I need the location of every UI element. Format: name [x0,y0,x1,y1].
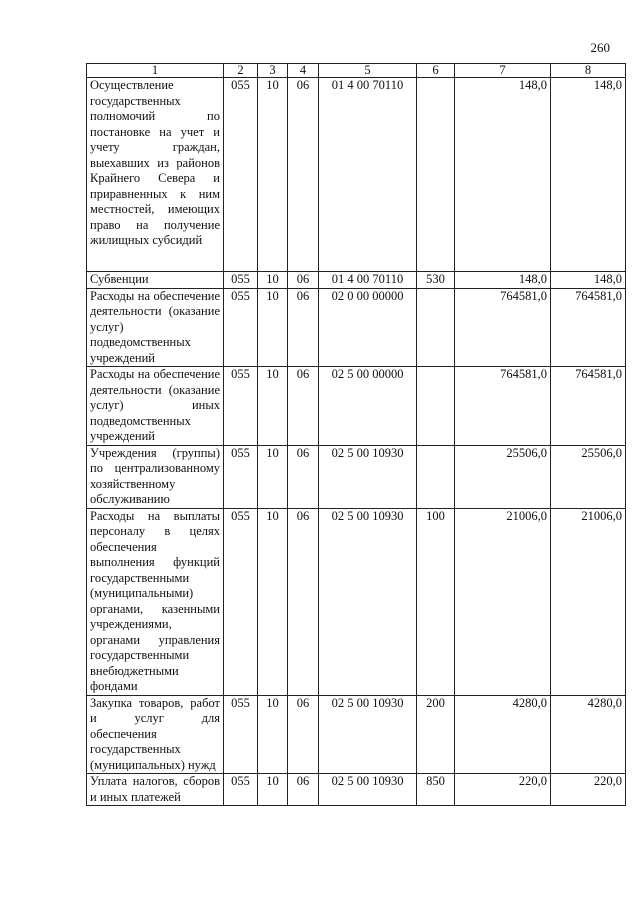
row-name: Осуществление государственных полномочий по постановке на учет и учету граждан, выехавших из районов Крайнего Севера и приравненных к ним местностей, имеющих право на получение жилищных субсидий [87,78,224,272]
cell-col-4: 06 [288,288,319,367]
cell-col-6: 100 [417,508,455,695]
cell-col-3: 10 [258,774,288,806]
cell-col-3: 10 [258,288,288,367]
cell-col-8: 148,0 [551,78,626,272]
budget-table [86,63,626,806]
cell-col-2: 055 [224,445,258,508]
table-row [87,508,626,695]
row-name: Расходы на обеспечение деятельности (оказание услуг) иных подведомственных учреждений [87,367,224,446]
header-col-5: 5 [319,64,417,78]
cell-col-8: 220,0 [551,774,626,806]
cell-col-8: 148,0 [551,272,626,289]
cell-col-3: 10 [258,508,288,695]
cell-col-7: 21006,0 [455,508,551,695]
cell-col-5: 01 4 00 70110 [319,78,417,272]
cell-col-4: 06 [288,445,319,508]
cell-col-5: 02 5 00 10930 [319,695,417,774]
header-col-1: 1 [87,64,224,78]
table-row [87,695,626,774]
row-name: Субвенции [87,272,224,289]
table-header [87,64,626,78]
cell-col-6 [417,78,455,272]
header-col-7: 7 [455,64,551,78]
cell-col-5: 02 5 00 10930 [319,774,417,806]
cell-col-7: 764581,0 [455,288,551,367]
header-col-2: 2 [224,64,258,78]
cell-col-6 [417,288,455,367]
cell-col-3: 10 [258,445,288,508]
header-col-6: 6 [417,64,455,78]
row-name: Расходы на выплаты персоналу в целях обеспечения выполнения функций государственными (муниципальными) органами, казенными учреждениями, органами управления государственными внебюджетными фондами [87,508,224,695]
cell-col-7: 148,0 [455,272,551,289]
header-col-8: 8 [551,64,626,78]
cell-col-4: 06 [288,695,319,774]
row-name: Уплата налогов, сборов и иных платежей [87,774,224,806]
cell-col-2: 055 [224,78,258,272]
page-number: 260 [590,40,610,55]
cell-col-4: 06 [288,78,319,272]
cell-col-7: 764581,0 [455,367,551,446]
cell-col-2: 055 [224,288,258,367]
header-col-3: 3 [258,64,288,78]
row-name: Закупка товаров, работ и услуг для обеспечения государственных (муниципальных) нужд [87,695,224,774]
cell-col-2: 055 [224,695,258,774]
cell-col-6: 850 [417,774,455,806]
cell-col-6 [417,367,455,446]
table-row [87,367,626,446]
cell-col-2: 055 [224,367,258,446]
header-row [87,64,626,78]
cell-col-6: 200 [417,695,455,774]
row-name: Расходы на обеспечение деятельности (оказание услуг) подведомственных учреждений [87,288,224,367]
cell-col-6 [417,445,455,508]
cell-col-5: 01 4 00 70110 [319,272,417,289]
table-row [87,774,626,806]
cell-col-7: 148,0 [455,78,551,272]
cell-col-4: 06 [288,272,319,289]
cell-col-2: 055 [224,272,258,289]
cell-col-2: 055 [224,774,258,806]
table-row [87,272,626,289]
cell-col-2: 055 [224,508,258,695]
table-row [87,78,626,272]
table-body [87,78,626,806]
cell-col-8: 764581,0 [551,367,626,446]
cell-col-3: 10 [258,78,288,272]
cell-col-8: 4280,0 [551,695,626,774]
cell-col-7: 220,0 [455,774,551,806]
cell-col-3: 10 [258,695,288,774]
table-row [87,445,626,508]
cell-col-5: 02 5 00 00000 [319,367,417,446]
cell-col-8: 25506,0 [551,445,626,508]
row-name: Учреждения (группы) по централизованному хозяйственному обслуживанию [87,445,224,508]
cell-col-4: 06 [288,508,319,695]
table-row [87,288,626,367]
cell-col-4: 06 [288,774,319,806]
cell-col-5: 02 5 00 10930 [319,508,417,695]
header-col-4: 4 [288,64,319,78]
cell-col-8: 21006,0 [551,508,626,695]
cell-col-5: 02 0 00 00000 [319,288,417,367]
cell-col-4: 06 [288,367,319,446]
cell-col-3: 10 [258,367,288,446]
cell-col-3: 10 [258,272,288,289]
cell-col-7: 4280,0 [455,695,551,774]
cell-col-8: 764581,0 [551,288,626,367]
cell-col-7: 25506,0 [455,445,551,508]
cell-col-5: 02 5 00 10930 [319,445,417,508]
cell-col-6: 530 [417,272,455,289]
